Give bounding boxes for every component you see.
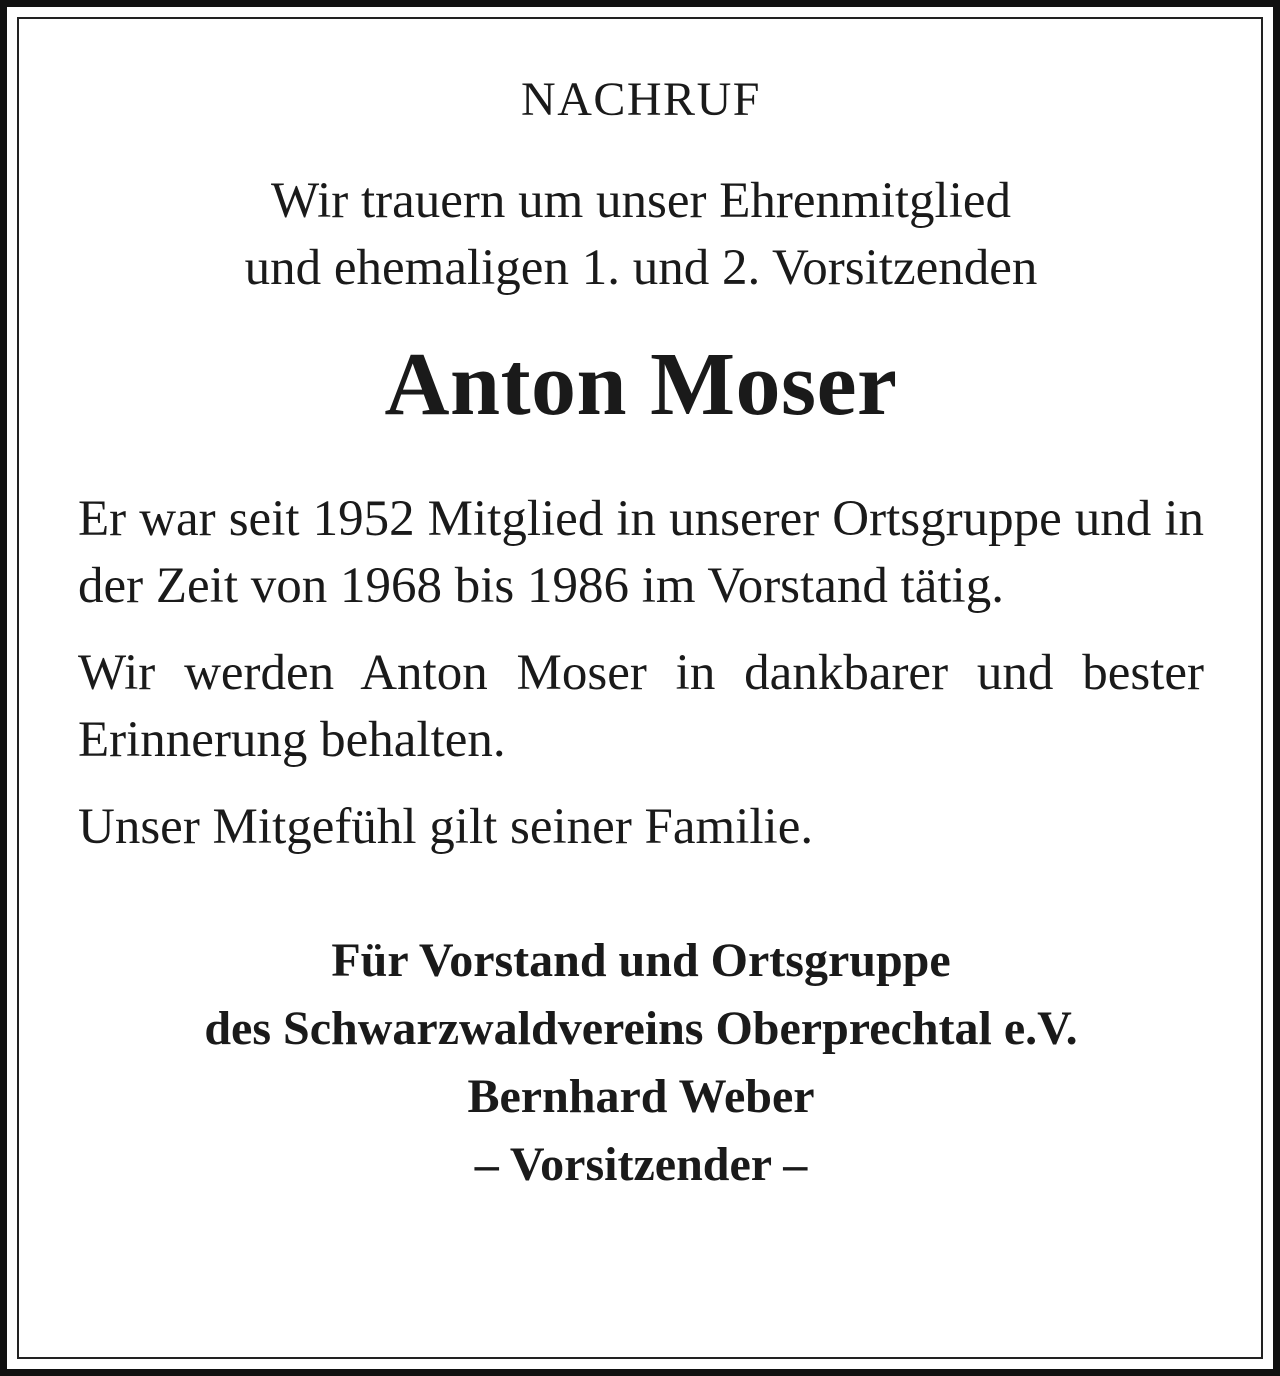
- paragraph-condolence: Unser Mitgefühl gilt seiner Familie.: [78, 799, 814, 855]
- paragraph-memory: Wir werden Anton Moser in dankbarer und bester Erinnerung behalten.: [78, 645, 1204, 768]
- intro-line: und ehemaligen 1. und 2. Vorsitzenden: [244, 240, 1038, 296]
- signature-block: [78, 927, 1204, 1199]
- deceased-name: Anton Moser: [384, 335, 898, 434]
- intro-line: Wir trauern um unser Ehrenmitglied: [270, 173, 1012, 229]
- paragraph-membership: Er war seit 1952 Mitglied in unserer Ortsgruppe und in der Zeit von 1968 bis 1986 im Vorstand tätig.: [78, 491, 1204, 614]
- signature-name: Bernhard Weber: [467, 1070, 815, 1123]
- signature-line: Für Vorstand und Ortsgruppe: [331, 934, 951, 987]
- signature-title: – Vorsitzender –: [474, 1138, 808, 1191]
- obituary-notice: [78, 70, 1204, 1199]
- notice-heading: NACHRUF: [521, 73, 761, 126]
- signature-line: des Schwarzwaldvereins Oberprechtal e.V.: [204, 1002, 1078, 1055]
- intro-text: [78, 168, 1204, 302]
